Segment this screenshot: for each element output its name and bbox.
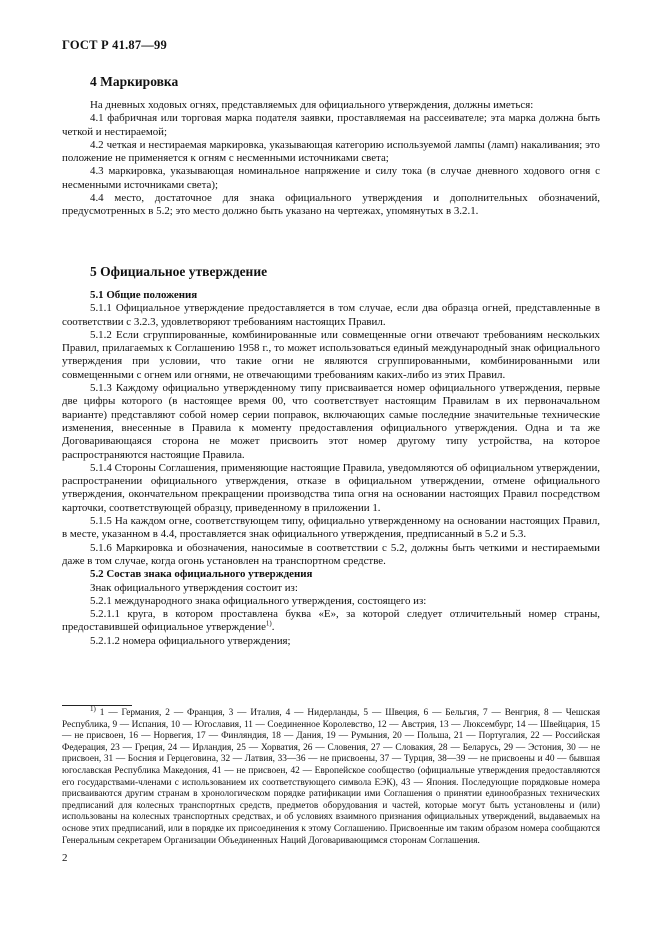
paragraph: 5.2.1.2 номера официального утверждения; [90, 634, 291, 647]
document-code: ГОСТ Р 41.87—99 [62, 38, 167, 52]
paragraph: 4.4 место, достаточное для знака официального утверждения и дополнительных обозначений, предусмотренных в 5.2; это место должно быть указано на чертежах, упомянутых в 3.2.1. [62, 192, 600, 218]
paragraph: На дневных ходовых огнях, представляемых для официального утверждения, должны иметься: [90, 99, 534, 111]
section-4-heading: 4 Маркировка [90, 74, 179, 89]
subsection-5-1-heading: 5.1 Общие положения [90, 289, 198, 301]
paragraph: 4.3 маркировка, указывающая номинальное напряжение и силу тока (в случае дневного ходового огня с несменными источниками света); [62, 165, 600, 191]
page-number: 2 [62, 852, 68, 864]
paragraph: Знак официального утверждения состоит из: [90, 581, 298, 594]
paragraph: 5.1.1 Официальное утверждение предоставляется в том случае, если два образца огней, представленные в соответствии с 3.2.3, удовлетворяют требованиям настоящих Правил. [62, 302, 600, 328]
paragraph: 5.1.6 Маркировка и обозначения, наносимые в соответствии с 5.2, должны быть четкими и нестираемыми даже в том случае, когда огонь установлен на транспортном средстве. [62, 541, 600, 567]
section-4-body [62, 99, 600, 219]
footnote-body: 1 — Германия, 2 — Франция, 3 — Италия, 4 — Нидерланды, 5 — Швеция, 6 — Бельгия, 7 — Венгрия, 8 — Чешская Республика, 9 — Испания, 10 — Югославия, 11 — Соединенное Королевство, 12 — Австрия, 13 — Люксембург, 14 — Швейцария, 15 — не присвоен, 16 — Норвегия, 17 — Финляндия, 18 — Дания, 19 — Румыния, 20 — Польша, 21 — Португалия, 22 — Российская Федерация, 23 — Греция, 24 — Ирландия, 25 — Хорватия, 26 — Словения, 27 — Словакия, 28 — Беларусь, 29 — Эстония, 30 — не присвоен, 31 — Босния и Герцеговина, 32 — Латвия, 33—36 — не присвоены, 37 — Турция, 38—39 — не присвоены и 40 — бывшая югославская Республика Македония, 41 — не присвоен, 42 — Европейское сообщество (официальные утверждения предоставляются его государствами-членами с использованием их соответствующего символа ЕЭК), 43 — Япония. Последующие порядковые номера присваиваются другим странам в хронологическом порядке ратификации ими Соглашения о принятии единообразных технических предписаний для колесных транспортных средств, предметов оборудования и частей, которые могут быть установлены и (или) использованы на колесных транспортных средствах, и об условиях взаимного признания официальных утверждений, выдаваемых на основе этих предписаний, или в порядке их присоединения к этому Соглашению. Присвоенные им таким образом номера сообщаются Генеральным секретарем Организации Объединенных Наций Договаривающимся сторонам Соглашения. [62, 708, 600, 846]
paragraph-with-footnote: 5.2.1.1 круга, в котором проставлена буква «Е», за которой следует отличительный номер страны, предоставившей официальное утверждение$^{1)}$. [62, 608, 600, 634]
subsection-5-2-heading: 5.2 Состав знака официального утверждения [90, 568, 313, 581]
paragraph: 5.1.5 На каждом огне, соответствующем типу, официально утвержденному на основании настоящих Правил, в месте, указанном в 4.4, проставляется знак официального утверждения, предписанный в 5.2 и 5.3. [62, 515, 600, 541]
footnote-marker: 1) [90, 704, 96, 713]
paragraph: 4.1 фабричная или торговая марка подателя заявки, проставляемая на рассеивателе; эта марка должна быть четкой и нестираемой; [62, 112, 600, 138]
footnote-reference[interactable]: 1) [265, 619, 272, 628]
paragraph-text: 5.2.1.1 круга, в котором проставлена буква «Е», за которой следует отличительный номер страны, предоставившей официальное утверждение [62, 608, 600, 634]
footnote-text [62, 704, 600, 847]
footnote [62, 704, 600, 847]
section-5-heading: 5 Официальное утверждение [90, 264, 268, 279]
paragraph: 5.1.3 Каждому официально утвержденному типу присваивается номер официального утверждения, первые две цифры которого (в настоящее время 00, что соответствует настоящим Правилам в их первоначальном варианте) представляют собой номер серии поправок, включающих самые последние значительные технические изменения, внесенные в Правила к моменту предоставления официального утверждения. Одна и та же Договаривающаяся сторона не может присвоить этот номер другому типу устройства, на которое распространяются настоящие Правила. [62, 382, 600, 461]
paragraph: 5.1.2 Если сгруппированные, комбинированные или совмещенные огни отвечают требованиям нескольких Правил, прилагаемых к Соглашению 1958 г., то может использоваться единый международный знак официального утверждения при условии, что такие огни не являются сгруппированными, комбинированными или совмещенными с огнем или огнями, не отвечающими требованиям каких-либо из этих Правил. [62, 328, 600, 381]
paragraph: 4.2 четкая и нестираемая маркировка, указывающая категорию используемой лампы (ламп) накаливания; это положение не применяется к огням с несменными источниками света; [62, 138, 600, 165]
footnote-divider [62, 705, 132, 706]
paragraph: 5.1.4 Стороны Соглашения, применяющие настоящие Правила, уведомляются об официальном утверждении, распространении официального утверждения, отказе в официальном утверждении, отмене официального утверждения, окончательном прекращении производства типа огня на основании настоящих Правил посредством карточки, соответствующей образцу, приведенному в приложении 1. [62, 461, 600, 514]
section-5-body [62, 289, 600, 648]
paragraph: 5.2.1 международного знака официального утверждения, состоящего из: [90, 594, 427, 607]
